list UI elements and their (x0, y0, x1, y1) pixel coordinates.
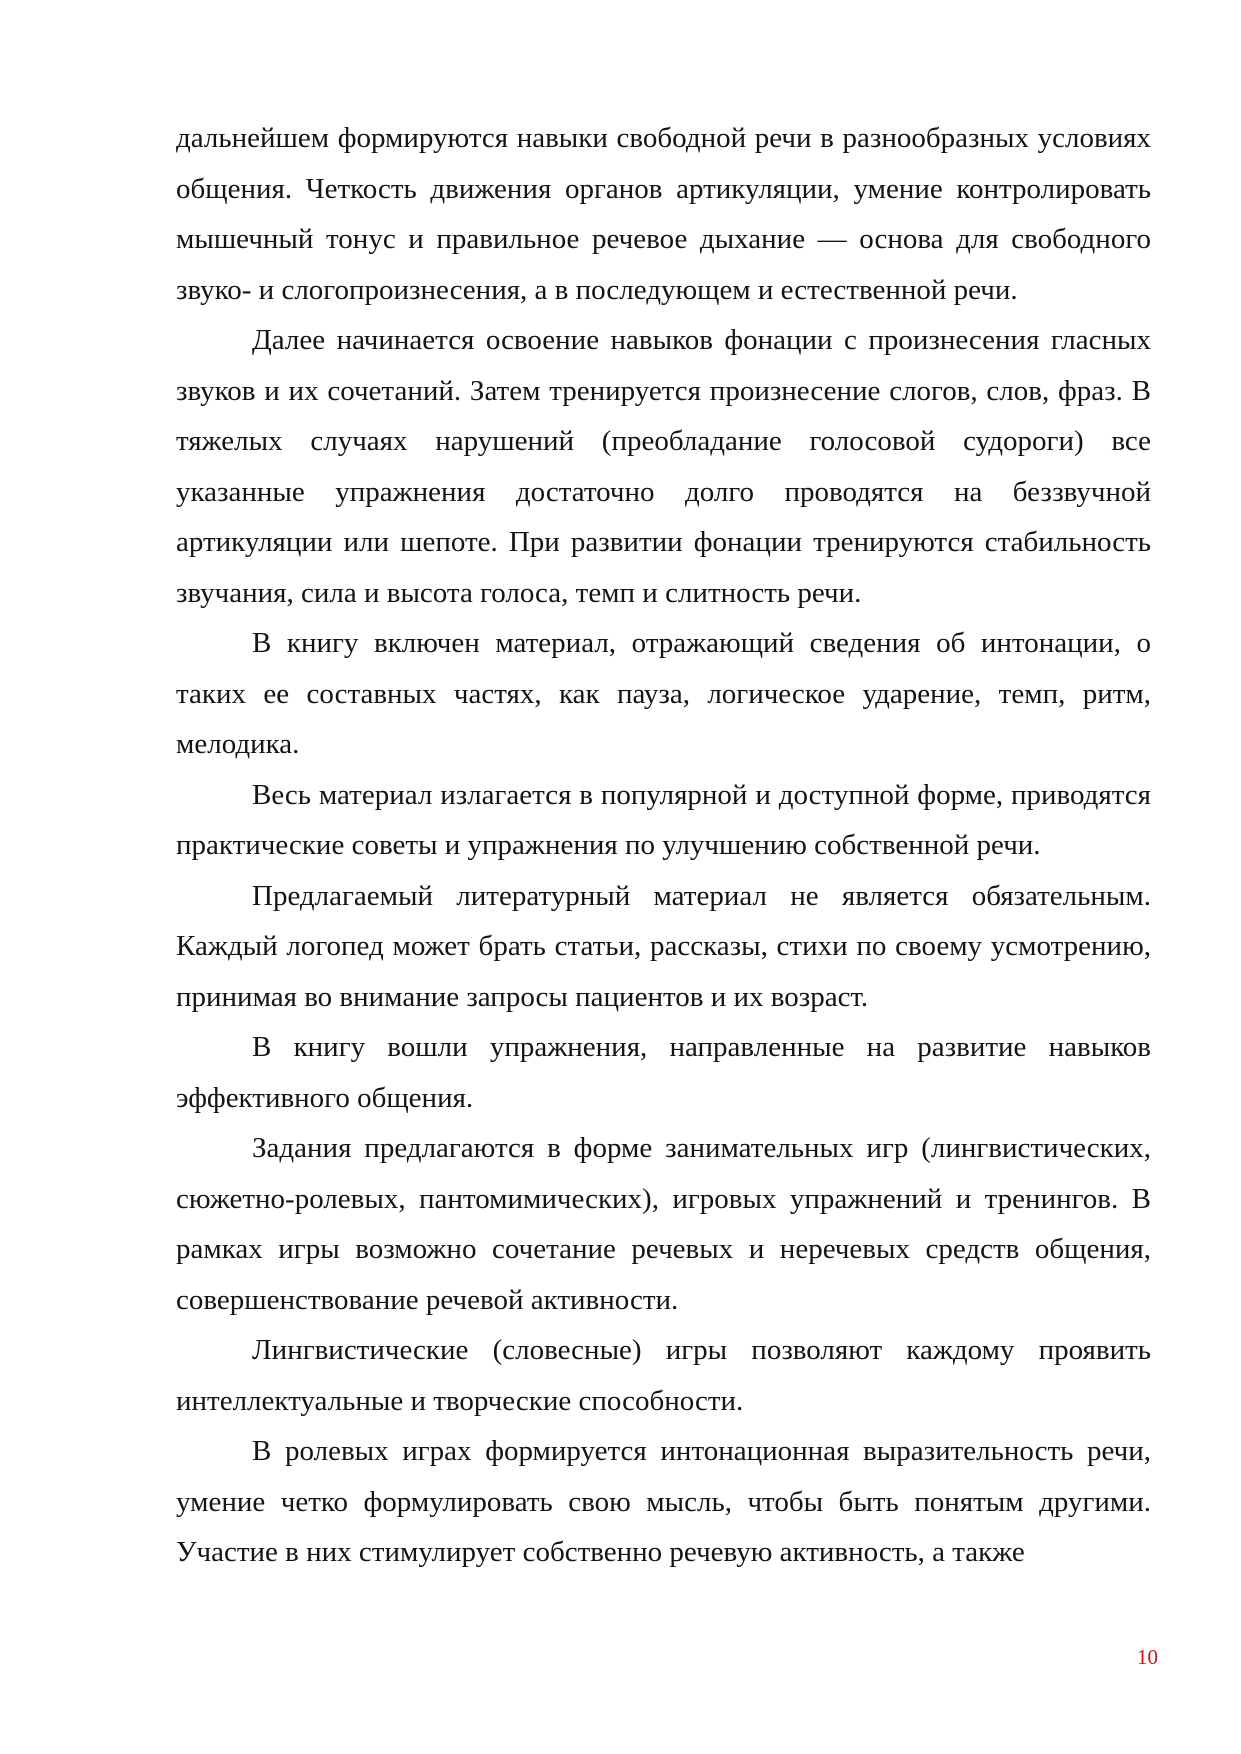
paragraph-6: В книгу вошли упражнения, направленные на развитие навыков эффективного общения. (176, 1031, 1151, 1114)
paragraph-5: Предлагаемый литературный материал не является обязательным. Каждый логопед может брать статьи, рассказы, стихи по своему усмотрению, принимая во внимание запросы пациентов и их возраст. (176, 879, 1151, 1013)
paragraph-2: Далее начинается освоение навыков фонации с произнесения гласных звуков и их сочетаний. Затем тренируется произнесение слогов, слов, фраз. В тяжелых случаях нарушений (преобладание голосовой судороги) все указанные упражнения достаточно долго проводятся на беззвучной артикуляции или шепоте. При развитии фонации тренируются стабильность звучания, сила и высота голоса, темп и слитность речи. (176, 324, 1151, 609)
paragraph-8: Лингвистические (словесные) игры позволяют каждому проявить интеллектуальные и творческие способности. (176, 1334, 1151, 1417)
paragraph-7: Задания предлагаются в форме занимательных игр (лингвистических, сюжетно-ролевых, пантомимических), игровых упражнений и тренингов. В рамках игры возможно сочетание речевых и неречевых средств общения, совершенствование речевой активности. (176, 1132, 1151, 1316)
paragraph-3: В книгу включен материал, отражающий сведения об интонации, о таких ее составных частях, как пауза, логическое ударение, темп, ритм, мелодика. (176, 627, 1151, 760)
paragraph-1: дальнейшем формируются навыки свободной речи в разнообразных условиях общения. Четкость движения органов артикуляции, умение контролировать мышечный тонус и правильное речевое дыхание — основа для свободного звуко- и слогопроизнесения, а в последующем и естественной речи. (176, 122, 1151, 306)
paragraph-4: Весь материал излагается в популярной и доступной форме, приводятся практические советы и упражнения по улучшению собственной речи. (176, 778, 1151, 861)
page-number: 10 (1137, 1645, 1158, 1669)
body-text (176, 113, 1151, 1578)
paragraph-9: В ролевых играх формируется интонационная выразительность речи, умение четко формулировать свою мысль, чтобы быть понятым другими. Участие в них стимулирует собственно речевую активность, а также (176, 1435, 1151, 1568)
